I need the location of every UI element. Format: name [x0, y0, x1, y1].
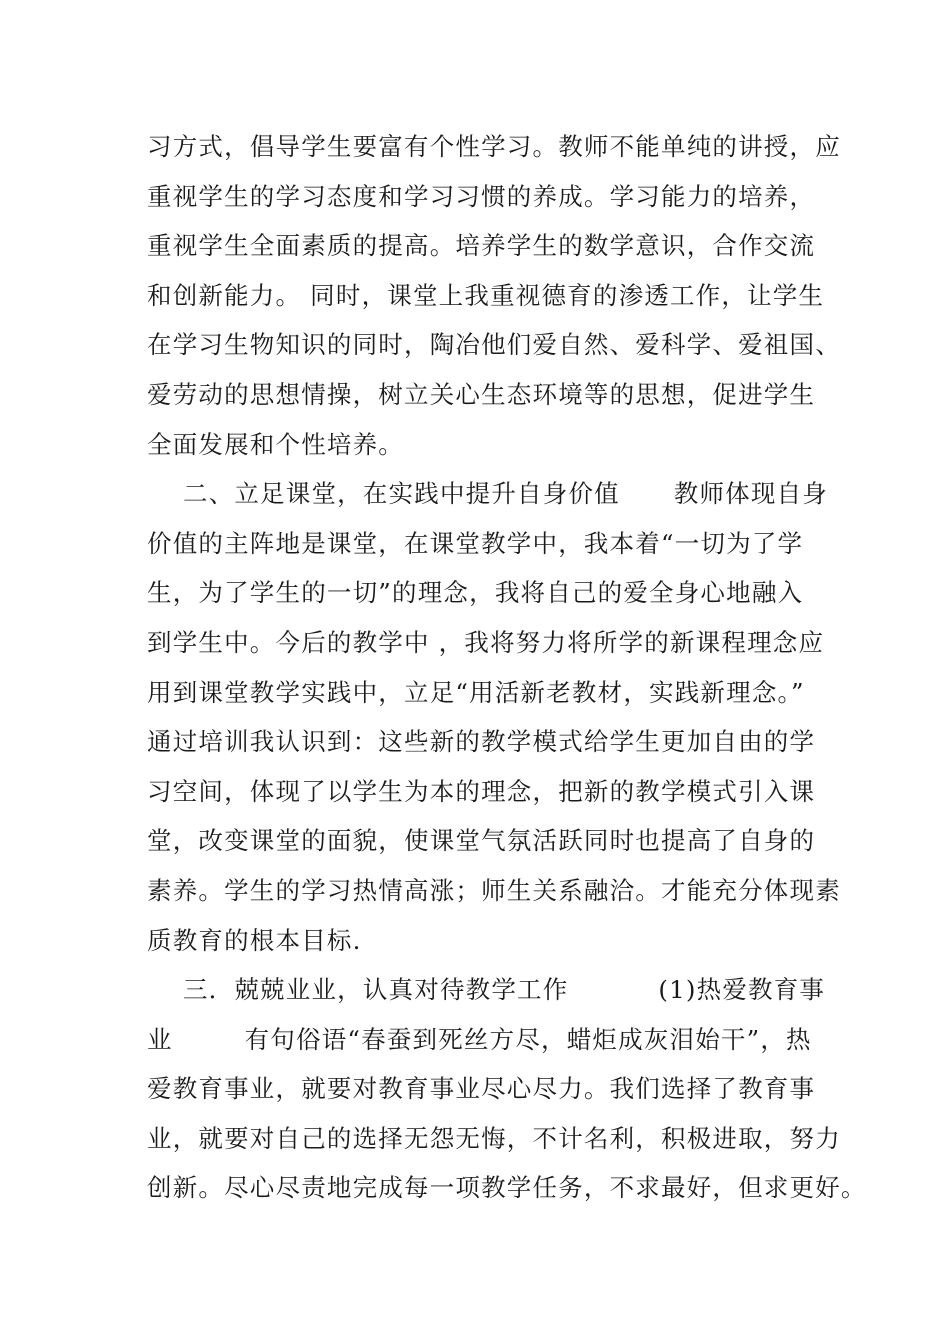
text-line: 素养。学生的学习热情高涨；师生关系融洽。才能充分体现素: [147, 875, 841, 905]
text-line: 全面发展和个性培养。: [147, 429, 404, 459]
text-line: 用到课堂教学实践中，立足“用活新老教材，实践新理念。”: [147, 677, 805, 707]
text-line: 到学生中。今后的教学中 ，我将努力将所学的新课程理念应: [147, 627, 825, 657]
section-heading-line: 二、立足课堂，在实践中提升自身价值 教师体现自身: [147, 479, 828, 509]
text-line: 习空间，体现了以学生为本的理念，把新的教学模式引入课: [147, 776, 816, 806]
text-line: 和创新能力。 同时，课堂上我重视德育的渗透工作，让学生: [147, 280, 825, 310]
text-line: 生，为了学生的一切”的理念，我将自己的爱全身心地融入: [147, 578, 804, 608]
text-line: 重视学生的学习态度和学习习惯的养成。学习能力的培养，: [147, 181, 816, 211]
text-line: 通过培训我认识到：这些新的教学模式给学生更加自由的学: [147, 727, 816, 757]
section-heading-line: 三．兢兢业业，认真对待教学工作 (1)热爱教育事: [147, 975, 826, 1005]
text-line: 重视学生全面素质的提高。培养学生的数学意识，合作交流: [147, 231, 816, 261]
text-line: 业，就要对自己的选择无怨无悔，不计名利，积极进取，努力: [147, 1123, 841, 1153]
text-line: 爱劳动的思想情操，树立关心生态环境等的思想，促进学生: [147, 379, 816, 409]
text-line: 价值的主阵地是课堂，在课堂教学中，我本着“一切为了学: [147, 528, 804, 558]
text-line: 爱教育事业，就要对教育事业尽心尽力。我们选择了教育事: [147, 1074, 816, 1104]
text-line: 质教育的根本目标.: [147, 925, 362, 955]
text-line: 堂，改变课堂的面貌，使课堂气氛活跃同时也提高了自身的: [147, 826, 816, 856]
body-text: [147, 122, 867, 1213]
text-line: 业 有句俗语“春蚕到死丝方尽，蜡炬成灰泪始干”，热: [147, 1024, 812, 1054]
text-line: 习方式，倡导学生要富有个性学习。教师不能单纯的讲授，应: [147, 132, 841, 161]
text-line: 创新。尽心尽责地完成每一项教学任务，不求最好，但求更好。: [147, 1173, 867, 1203]
text-line: 在学习生物知识的同时，陶冶他们爱自然、爱科学、爱祖国、: [147, 330, 841, 360]
